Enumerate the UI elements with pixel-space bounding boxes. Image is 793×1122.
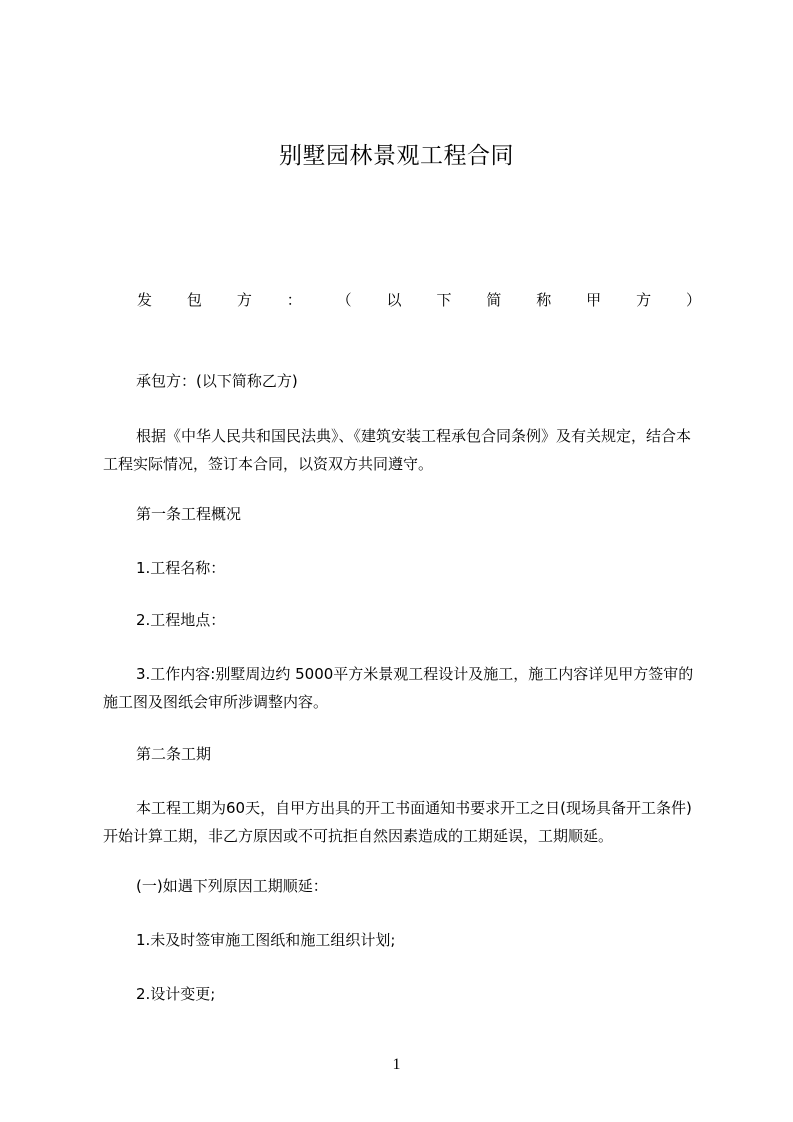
employer-char: ： <box>286 291 302 309</box>
employer-char: 称 <box>536 291 552 309</box>
project-location-item: 2.工程地点： <box>136 611 226 629</box>
work-scope-item: 3.工作内容:别墅周边约 5000平方米景观工程设计及施工，施工内容详见甲方签审的施工图及图纸会审所涉调整内容。 <box>103 665 694 711</box>
employer-char: 下 <box>436 291 452 309</box>
delay-reason-1: 1.未及时签审施工图纸和施工组织计划; <box>136 931 396 949</box>
delay-reason-2: 2.设计变更; <box>136 985 216 1003</box>
employer-char: 甲 <box>586 291 602 309</box>
employer-char: 包 <box>186 291 202 309</box>
delay-clause-heading: (一)如遇下列原因工期顺延： <box>136 877 328 895</box>
employer-char: （ <box>336 291 352 309</box>
construction-period-paragraph: 本工程工期为60天，自甲方出具的开工书面通知书要求开工之日(现场具备开工条件)开始计算工期，非乙方原因或不可抗拒自然因素造成的工期延误，工期顺延。 <box>103 799 692 845</box>
employer-char: 以 <box>386 291 402 309</box>
employer-line <box>137 286 701 314</box>
employer-char: 方 <box>236 291 252 309</box>
employer-char: 方 <box>636 291 652 309</box>
document-title: 别墅园林景观工程合同 <box>279 143 514 169</box>
employer-char: ） <box>685 291 701 309</box>
contractor-line: 承包方：(以下简称乙方) <box>136 372 298 390</box>
article-1-heading: 第一条工程概况 <box>136 505 242 523</box>
page-number: 1 <box>392 1056 401 1073</box>
preamble-paragraph: 根据《中华人民共和国民法典》、《建筑安装工程承包合同条例》及有关规定，结合本工程实际情况，签订本合同，以资双方共同遵守。 <box>103 427 692 473</box>
article-2-heading: 第二条工期 <box>136 745 212 763</box>
employer-char: 发 <box>137 291 153 309</box>
employer-char: 简 <box>486 291 502 309</box>
project-name-item: 1.工程名称： <box>136 559 226 577</box>
